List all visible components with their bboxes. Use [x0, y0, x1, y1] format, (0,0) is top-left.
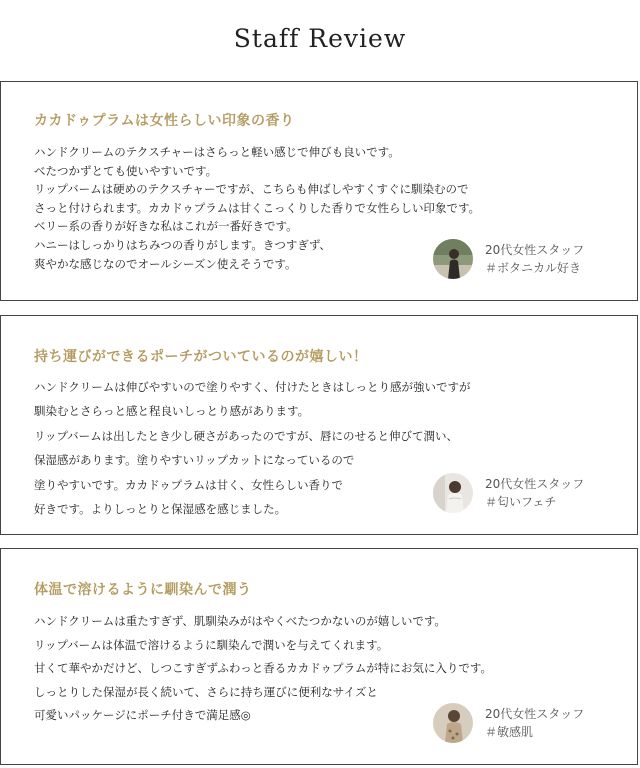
- review-line: ベリー系の香りが好きな私はこれが一番好きです。: [34, 219, 298, 234]
- review-line: 可愛いパッケージにポーチ付きで満足感◎: [34, 708, 251, 723]
- staff-role: 20代女性スタッフ: [485, 707, 585, 721]
- review-line: ハンドクリームは重たすぎず、肌馴染みがはやくべたつかないのが嬉しいです。: [34, 614, 446, 628]
- staff-tag: ＃匂いフェチ: [485, 495, 557, 509]
- review-line: 塗りやすいです。カカドゥプラムは甘く、女性らしい香りで: [34, 477, 343, 492]
- staff-avatar: [433, 703, 473, 743]
- review-line: 馴染むとさらっと感と程良いしっとり感があります。: [34, 404, 310, 419]
- review-body: [34, 143, 480, 273]
- review-title: 体温で溶けるように馴染んで潤う: [34, 582, 252, 598]
- staff-avatar: [433, 239, 473, 279]
- review-line: リップバームは硬めのテクスチャーですが、こちらも伸ばしやすくすぐに馴染むので: [34, 182, 469, 197]
- review-line: 保湿感があります。塗りやすいリップカットになっているので: [34, 453, 355, 468]
- staff-info: [433, 473, 584, 513]
- review-line: べたつかずとても使いやすいです。: [34, 163, 218, 178]
- review-body: [34, 375, 471, 521]
- staff-tag: ＃敏感肌: [485, 725, 534, 739]
- review-card: [0, 548, 638, 765]
- review-title: カカドゥプラムは女性らしい印象の香り: [34, 113, 295, 129]
- review-line: 爽やかな感じなのでオールシーズン使えそうです。: [34, 256, 297, 271]
- review-line: ハニーはしっかりはちみつの香りがします。きつすぎず、: [34, 237, 331, 252]
- staff-tag: ＃ボタニカル好き: [485, 261, 582, 275]
- review-line: しっとりした保湿が長く続いて、さらに持ち運びに便利なサイズと: [34, 684, 378, 699]
- staff-avatar: [433, 473, 473, 513]
- review-card: [0, 315, 638, 535]
- page-title: Staff Review: [233, 24, 407, 53]
- review-line: リップバームは体温で溶けるように馴染んで潤いを与えてくれます。: [34, 637, 389, 652]
- review-line: 好きです。よりしっとりと保湿感を感じました。: [34, 502, 287, 517]
- staff-info: [433, 239, 584, 279]
- staff-role: 20代女性スタッフ: [485, 243, 585, 257]
- staff-info: [433, 703, 584, 743]
- review-title: 持ち運びができるポーチがついているのが嬉しい！: [34, 349, 368, 365]
- staff-role: 20代女性スタッフ: [485, 477, 585, 491]
- review-line: さっと付けられます。カカドゥプラムは甘くこっくりした香りで女性らしい印象です。: [34, 200, 481, 215]
- review-line: 甘くて華やかだけど、しつこすぎずふわっと香るカカドゥプラムが特にお気に入りです。: [34, 661, 492, 676]
- review-card: [0, 81, 638, 301]
- review-line: ハンドクリームのテクスチャーはさらっと軽い感じで伸びも良いです。: [34, 145, 400, 159]
- review-line: リップバームは出したとき少し硬さがあったのですが、唇にのせると伸びて潤い、: [34, 428, 459, 443]
- review-line: ハンドクリームは伸びやすいので塗りやすく、付けたときはしっとり感が強いですが: [34, 380, 471, 394]
- review-body: [34, 610, 492, 728]
